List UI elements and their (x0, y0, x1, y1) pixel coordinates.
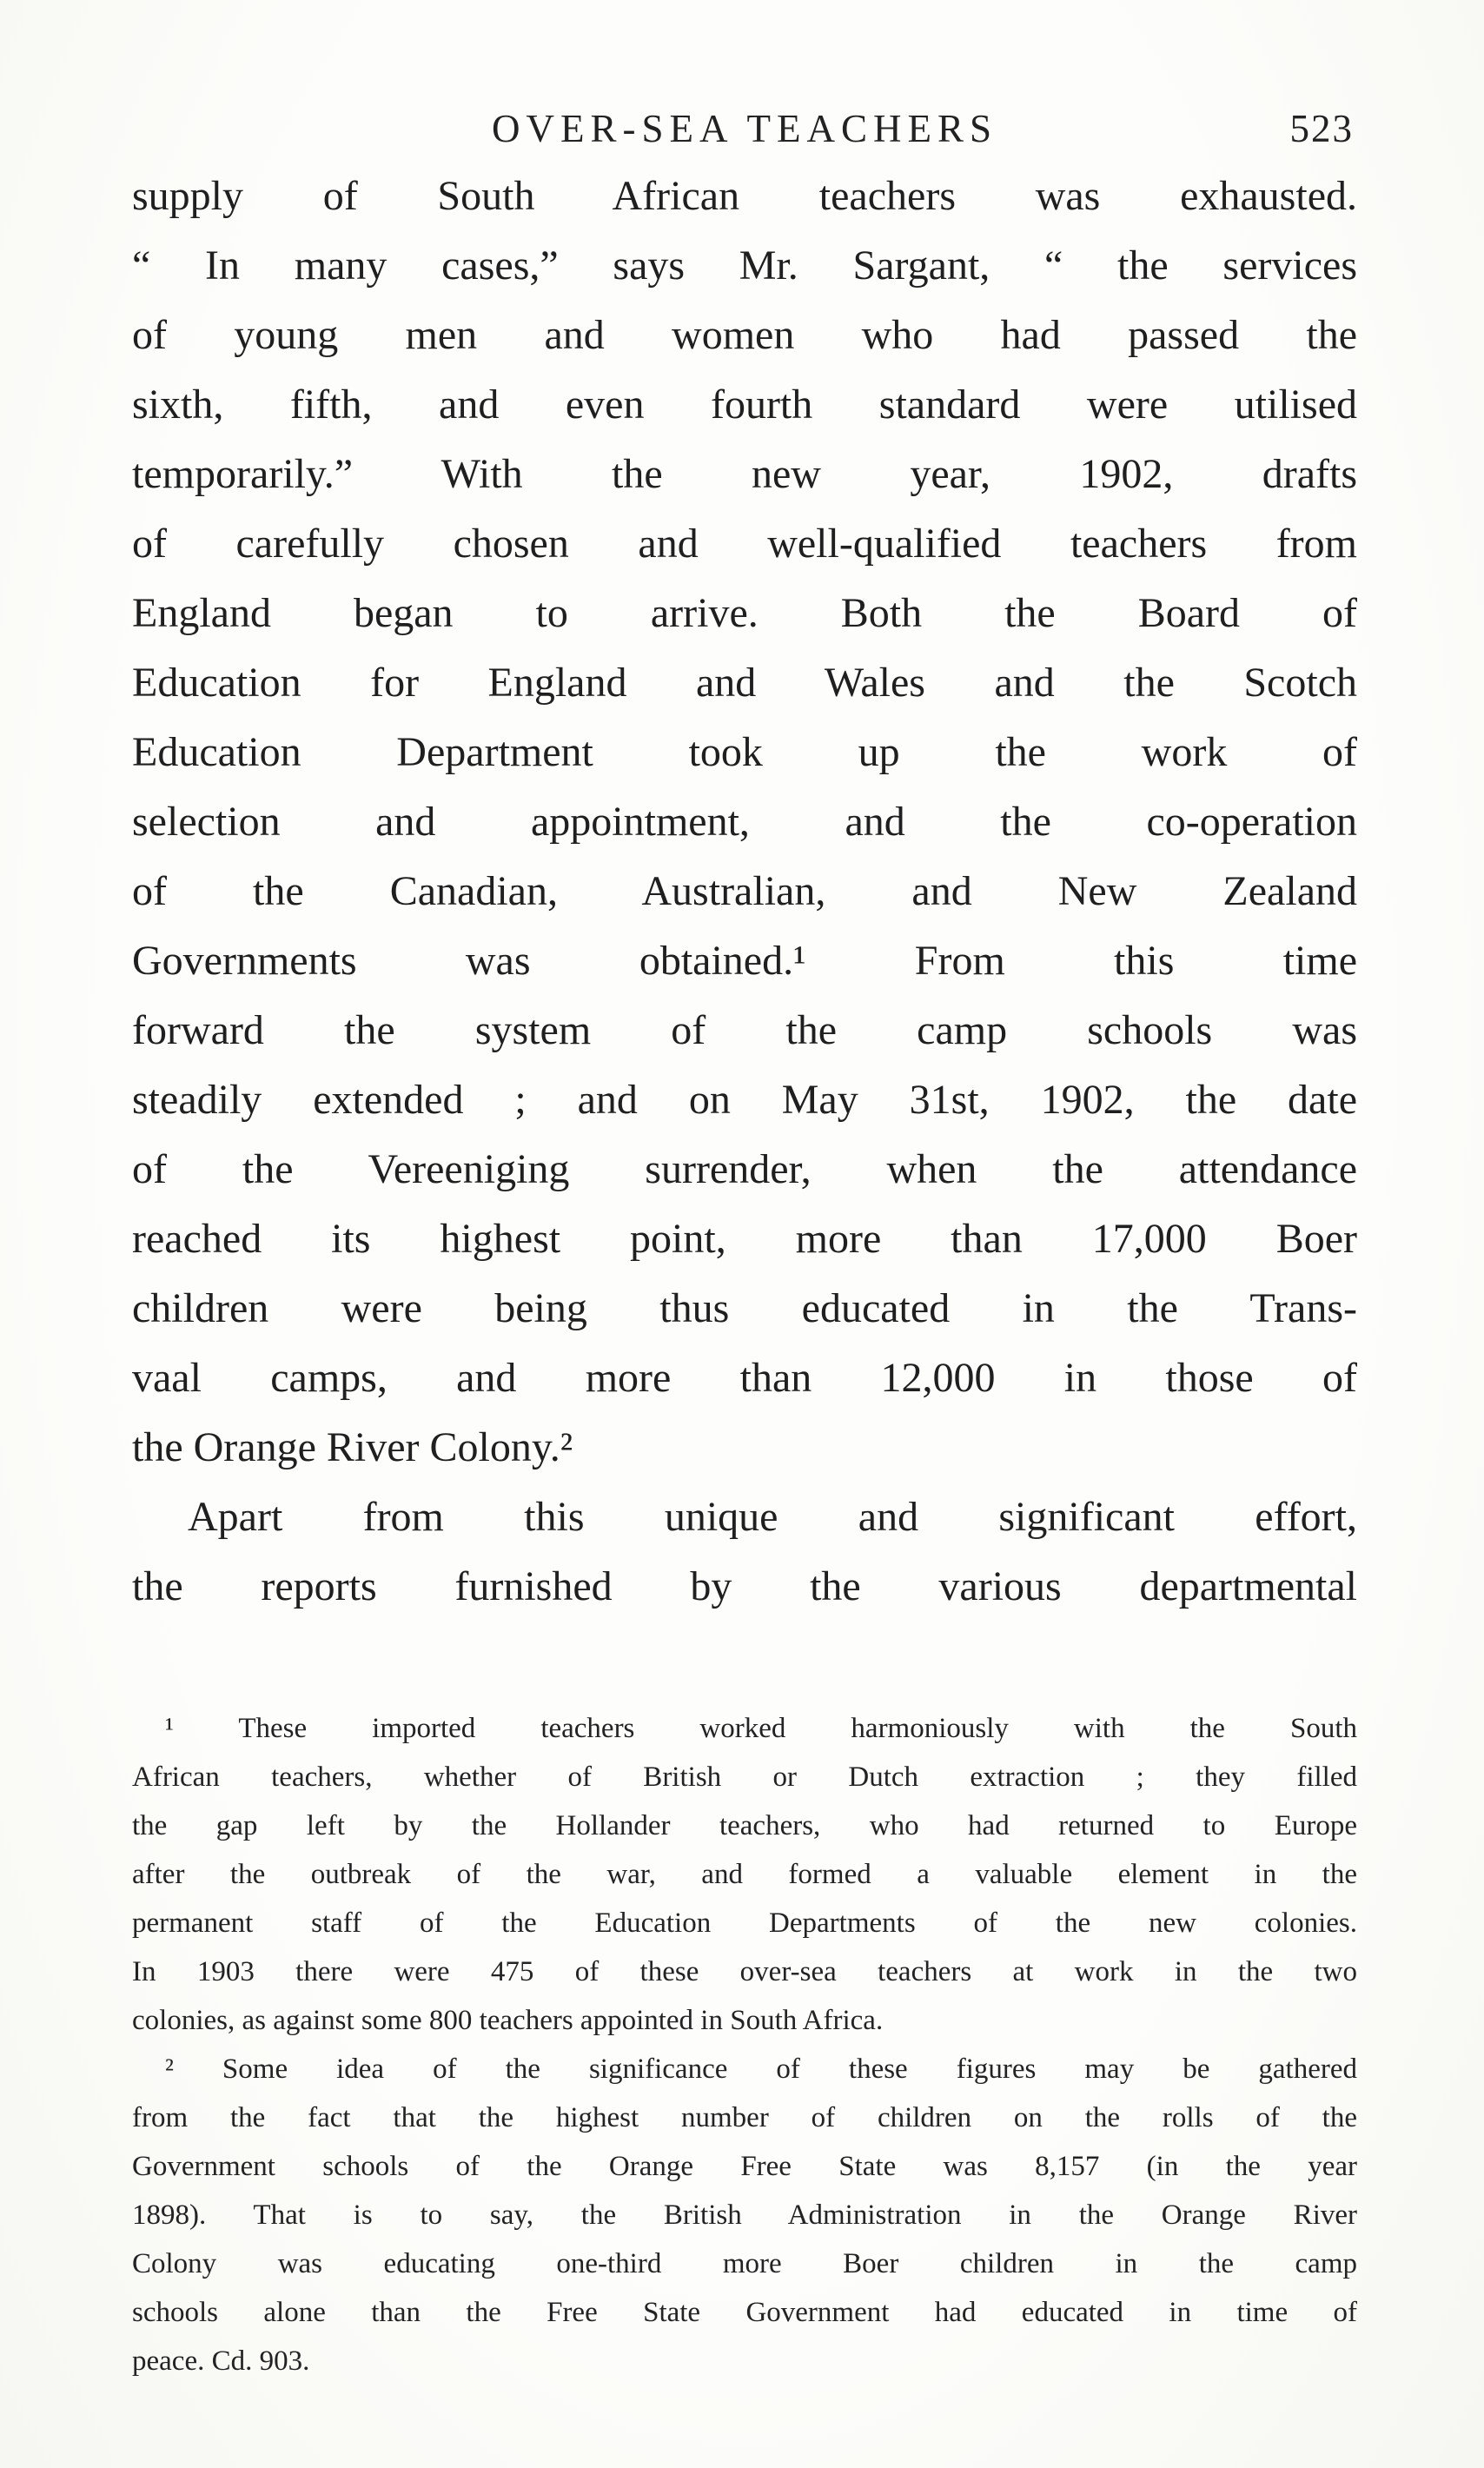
text-line: the Orange River Colony.² (132, 1424, 573, 1470)
text-line: 1898). That is to say, the British Administration in the Orange River (132, 2199, 1357, 2231)
text-line: children were being thus educated in the Trans- (132, 1285, 1357, 1331)
text-line: selection and appointment, and the co-operation (132, 799, 1357, 845)
text-line: the gap left by the Hollander teachers, who had returned to Europe (132, 1810, 1357, 1841)
text-line: vaal camps, and more than 12,000 in those of (132, 1355, 1357, 1401)
text-line: colonies, as against some 800 teachers appointed in South Africa. (132, 2005, 884, 2036)
text-line: of the Vereeniging surrender, when the attendance (132, 1146, 1357, 1192)
text-line: from the fact that the highest number of children on the rolls of the (132, 2102, 1357, 2133)
text-line: forward the system of the camp schools was (132, 1007, 1357, 1053)
text-line: ² Some idea of the significance of these figures may be gathered (165, 2053, 1357, 2085)
text-line: of young men and women who had passed the (132, 312, 1357, 358)
text-line: peace. Cd. 903. (132, 2345, 310, 2377)
page-number: 523 (1289, 107, 1354, 150)
text-line: “ In many cases,” says Mr. Sargant, “ the services (132, 242, 1357, 289)
text-line: the reports furnished by the various departmental (132, 1563, 1357, 1609)
text-line: of the Canadian, Australian, and New Zealand (132, 868, 1357, 914)
text-line: supply of South African teachers was exhausted. (132, 173, 1357, 219)
text-line: permanent staff of the Education Departments of the new colonies. (132, 1907, 1357, 1939)
text-line: Education for England and Wales and the Scotch (132, 660, 1357, 706)
text-line: temporarily.” With the new year, 1902, drafts (132, 451, 1357, 497)
paragraph-2 (132, 1483, 1357, 1622)
text-line: after the outbreak of the war, and formed a valuable element in the (132, 1859, 1357, 1890)
text-line: England began to arrive. Both the Board of (132, 590, 1357, 636)
text-line: Governments was obtained.¹ From this time (132, 938, 1357, 984)
text-line: Apart from this unique and significant effort, (188, 1494, 1357, 1540)
text-line: Colony was educating one-third more Boer children in the camp (132, 2248, 1357, 2279)
running-title: OVER-SEA TEACHERS (492, 107, 997, 150)
text-line: sixth, fifth, and even fourth standard were utilised (132, 381, 1357, 428)
text-line: Government schools of the Orange Free State was 8,157 (in the year (132, 2151, 1357, 2182)
text-line: steadily extended ; and on May 31st, 1902, the date (132, 1077, 1357, 1123)
text-line: of carefully chosen and well-qualified teachers from (132, 521, 1357, 567)
body-text (132, 162, 1357, 1622)
footnotes (132, 1704, 1357, 2385)
text-line: In 1903 there were 475 of these over-sea teachers at work in the two (132, 1956, 1357, 1987)
footnote-2 (132, 2045, 1357, 2385)
text-line: schools alone than the Free State Government had educated in time of (132, 2297, 1357, 2328)
text-line: African teachers, whether of British or Dutch extraction ; they filled (132, 1761, 1357, 1793)
text-line: reached its highest point, more than 17,000 Boer (132, 1216, 1357, 1262)
footnote-1 (132, 1704, 1357, 2045)
text-line: ¹ These imported teachers worked harmoniously with the South (165, 1713, 1357, 1744)
page-header (132, 103, 1357, 155)
text-line: Education Department took up the work of (132, 729, 1357, 775)
paragraph-1 (132, 162, 1357, 1483)
